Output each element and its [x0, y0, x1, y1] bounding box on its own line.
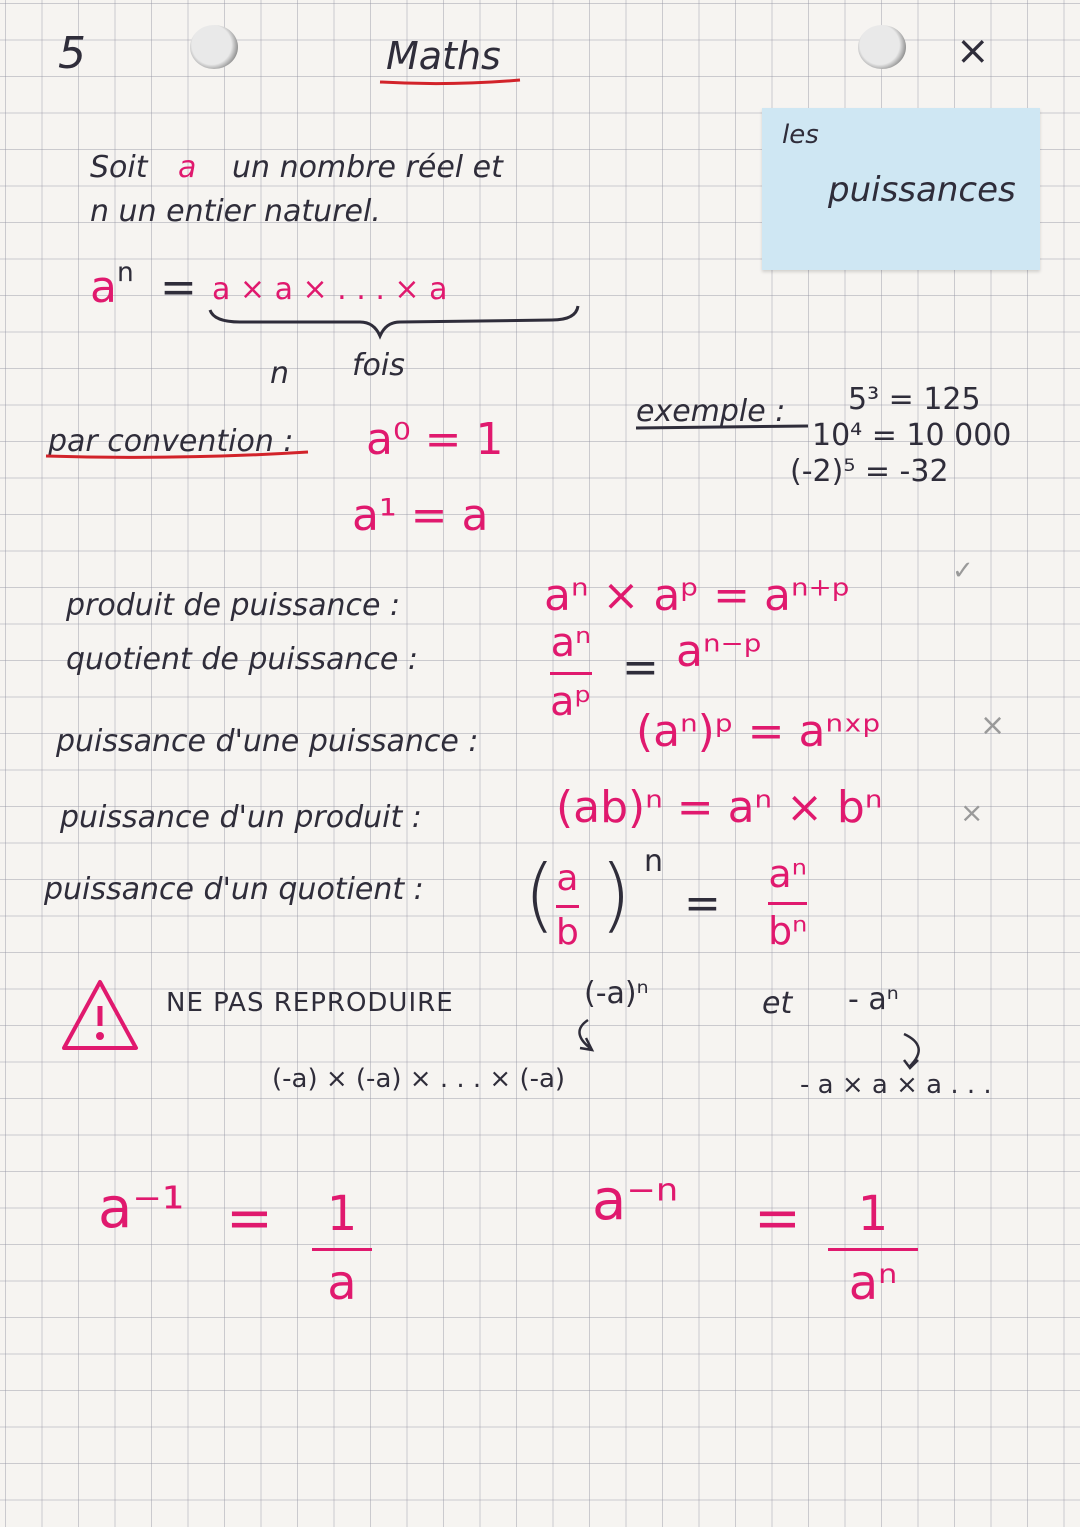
quotient-power-exp: n	[644, 844, 664, 879]
negative-lhs-1: a⁻¹	[98, 1176, 185, 1241]
example-line-2: 10⁴ = 10 000	[812, 418, 1012, 453]
quotient-power-num: a	[556, 858, 579, 899]
definition-equals: =	[160, 262, 197, 313]
rule-product-formula: aⁿ × aᵖ = aⁿ⁺ᵖ	[544, 570, 851, 621]
convention-label: par convention :	[48, 424, 294, 459]
quotient-power-rhs-den: bⁿ	[768, 909, 808, 953]
quotient-power-paren-left: (	[524, 848, 556, 941]
warning-and: et	[762, 986, 793, 1021]
rule-quotient-label: quotient de puissance :	[66, 642, 418, 677]
quotient-power-den: b	[556, 912, 579, 953]
example-line-1: 5³ = 125	[848, 382, 981, 417]
sticky-note-article: les	[782, 120, 819, 150]
rule-power-of-power-mark: ×	[980, 708, 1006, 743]
negative-num-2: 1	[857, 1186, 889, 1242]
warning-arrow-1	[579, 1020, 592, 1050]
negative-eq-1: =	[226, 1186, 273, 1251]
definition-line1: un nombre réel et	[232, 150, 503, 185]
page-number: 5	[58, 28, 86, 79]
negative-den-2: aⁿ	[848, 1255, 898, 1311]
negative-eq-2: =	[754, 1186, 801, 1251]
convention-rule-1: a⁰ = 1	[366, 414, 504, 465]
rule-quotient-num: aⁿ	[550, 620, 592, 666]
convention-underline	[46, 452, 308, 457]
warning-expand-2: - a × a × a . . .	[800, 1070, 992, 1100]
rule-power-of-product-mark: ×	[960, 796, 984, 829]
warning-expr-1: (-a)ⁿ	[584, 976, 649, 1011]
negative-num-1: 1	[326, 1186, 358, 1242]
definition-lhs-base: a	[90, 262, 117, 313]
example-underline	[636, 426, 808, 428]
convention-rule-2: a¹ = a	[352, 490, 489, 541]
rule-power-of-product-label: puissance d'un produit :	[60, 800, 422, 835]
rule-power-of-quotient-label: puissance d'un quotient :	[44, 872, 424, 907]
negative-lhs-2: a⁻ⁿ	[592, 1168, 679, 1233]
definition-brace-n: n	[270, 356, 290, 391]
definition-line2: n un entier naturel.	[90, 194, 381, 229]
rule-product-label: produit de puissance :	[66, 588, 401, 623]
rule-power-of-power-label: puissance d'une puissance :	[56, 724, 479, 759]
rule-product-check: ✓	[952, 556, 974, 586]
quotient-power-paren-right: )	[600, 848, 632, 941]
warning-expr-2: - aⁿ	[848, 982, 899, 1017]
sticky-note-title: puissances	[828, 170, 1016, 210]
rule-quotient-den: aᵖ	[550, 679, 592, 725]
rule-quotient-result: aⁿ⁻ᵖ	[676, 626, 763, 677]
definition-brace	[210, 306, 578, 336]
title-underline	[380, 80, 520, 84]
rule-power-of-power-formula: (aⁿ)ᵖ = aⁿˣᵖ	[636, 706, 882, 757]
example-line-3: (-2)⁵ = -32	[790, 454, 949, 489]
definition-brace-fois: fois	[352, 348, 405, 383]
negative-den-1: a	[327, 1255, 357, 1311]
rule-quotient-equals: =	[622, 642, 659, 693]
quotient-power-equals: =	[684, 878, 721, 929]
page-title: Maths	[386, 34, 501, 78]
definition-product: a × a × . . . × a	[212, 272, 448, 307]
warning-text: NE PAS REPRODUIRE	[166, 988, 454, 1018]
definition-soit: Soit	[90, 150, 148, 185]
definition-lhs-exp: n	[116, 256, 134, 288]
warning-expand-1: (-a) × (-a) × . . . × (-a)	[272, 1064, 566, 1094]
warning-arrow-2	[904, 1034, 919, 1068]
definition-a: a	[178, 150, 197, 185]
rule-power-of-product-formula: (ab)ⁿ = aⁿ × bⁿ	[556, 782, 883, 833]
example-label: exemple :	[636, 394, 786, 429]
quotient-power-rhs-num: aⁿ	[768, 852, 807, 896]
corner-mark: ×	[956, 28, 990, 74]
